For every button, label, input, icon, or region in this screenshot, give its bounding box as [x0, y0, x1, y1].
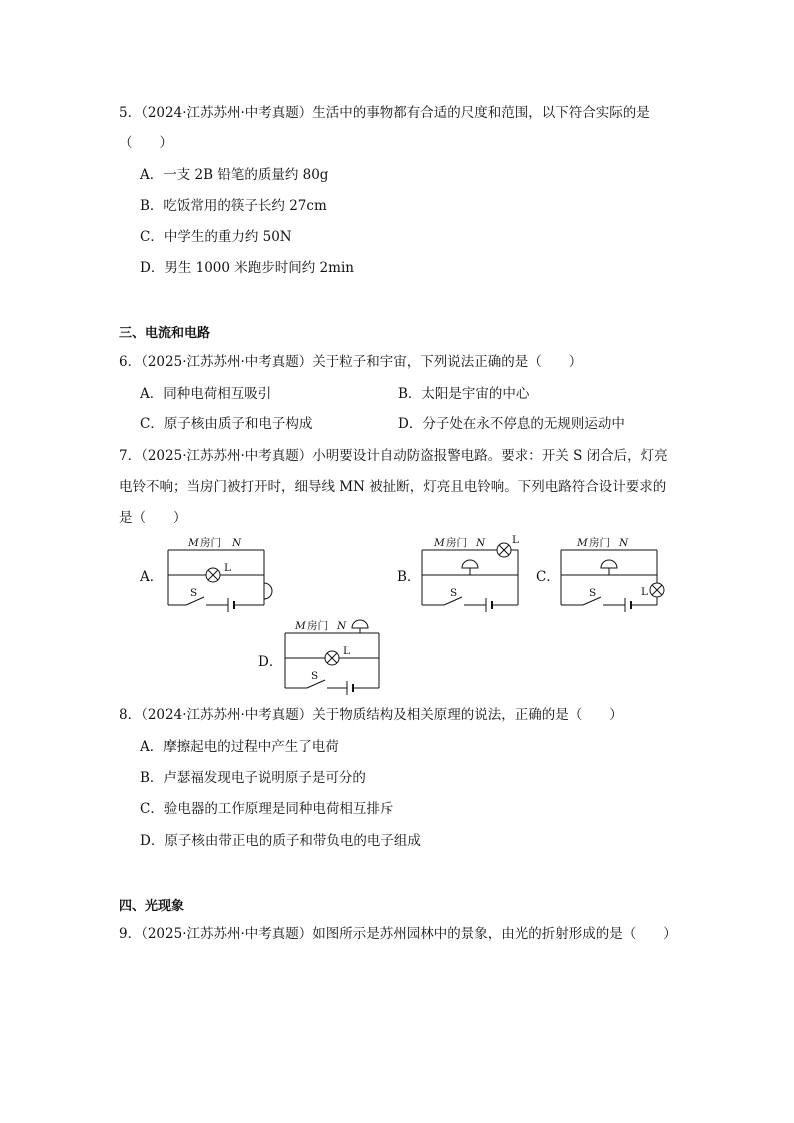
q5-stem: 5．（2024·江苏苏州·中考真题）生活中的事物都有合适的尺度和范围，以下符合实际的是 [119, 105, 650, 121]
q7-circuit-c-letter: C． [536, 569, 560, 585]
circuit-b-diagram [418, 535, 538, 610]
bell-icon [601, 560, 617, 568]
q7-d-label-lamp: L [343, 645, 350, 657]
q8-stem: 8．（2024·江苏苏州·中考真题）关于物质结构及相关原理的说法，正确的是（ ） [119, 707, 623, 723]
q5-option-a: A．一支 2B 铅笔的质量约 80g [140, 167, 329, 183]
q7-circuit-b-letter: B． [397, 569, 421, 585]
q7-stem-line-2: 电铃不响；当房门被打开时，细导线 MN 被扯断，灯亮且电铃响。下列电路符合设计要求的 [119, 479, 667, 495]
q7-b-label-n: N [476, 537, 486, 549]
q5-blank: （ ） [119, 135, 173, 151]
circuit-c-diagram [557, 535, 677, 610]
q7-a-label-lamp: L [224, 562, 231, 574]
q5-option-d: D．男生 1000 米跑步时间约 2min [140, 260, 354, 276]
q8-option-b: B．卢瑟福发现电子说明原子是可分的 [140, 770, 366, 786]
q7-c-label-lamp: L [641, 586, 648, 598]
q7-b-label-switch: S [450, 587, 458, 599]
section-title-light: 四、光现象 [119, 899, 185, 914]
q5-option-b: B．吃饭常用的筷子长约 27cm [140, 198, 327, 214]
q9-stem: 9．（2025·江苏苏州·中考真题）如图所示是苏州园林中的景象，由光的折射形成的是（ ） [119, 926, 677, 942]
q6-option-d: D．分子处在永不停息的无规则运动中 [398, 416, 625, 432]
q7-circuit-c [557, 535, 677, 614]
q7-d-label-switch: S [311, 670, 319, 682]
circuit-d-diagram [281, 618, 401, 693]
q7-c-label-n: N [619, 537, 629, 549]
q7-circuit-d-letter: D． [258, 654, 283, 670]
q8-option-d: D．原子核由带正电的质子和带负电的电子组成 [140, 833, 421, 849]
q6-option-a: A．同种电荷相互吸引 [140, 386, 272, 402]
q7-a-label-door: 房门 [200, 537, 221, 549]
q7-c-label-door: 房门 [589, 537, 610, 549]
q7-b-label-lamp: L [512, 534, 519, 546]
q7-stem-line-1: 7．（2025·江苏苏州·中考真题）小明要设计自动防盗报警电路。要求：开关 S 闭合后，灯亮 [119, 448, 668, 464]
q7-c-label-m: M [577, 537, 588, 549]
bell-icon [462, 560, 478, 568]
section-title-circuits: 三、电流和电路 [119, 326, 211, 341]
q8-option-c: C．验电器的工作原理是同种电荷相互排斥 [140, 801, 394, 817]
q7-circuit-a [160, 535, 280, 614]
circuit-a-diagram [160, 535, 280, 610]
q7-stem-line-3: 是（ ） [119, 510, 187, 526]
q7-d-label-n: N [337, 620, 347, 632]
q7-d-label-door: 房门 [307, 620, 328, 632]
q7-a-label-switch: S [190, 587, 198, 599]
q7-a-label-m: M [188, 537, 199, 549]
q6-stem: 6．（2025·江苏苏州·中考真题）关于粒子和宇宙，下列说法正确的是（ ） [119, 354, 583, 370]
q6-option-c: C．原子核由质子和电子构成 [140, 416, 313, 432]
bell-icon [264, 583, 272, 599]
q7-circuit-d [281, 618, 401, 697]
q7-d-label-m: M [295, 620, 306, 632]
q7-circuit-b [418, 535, 538, 614]
bell-icon [352, 620, 368, 628]
q7-circuit-a-letter: A． [140, 569, 164, 585]
q8-option-a: A．摩擦起电的过程中产生了电荷 [140, 739, 339, 755]
q7-a-label-n: N [232, 537, 242, 549]
q6-option-b: B．太阳是宇宙的中心 [398, 386, 530, 402]
q5-option-c: C．中学生的重力约 50N [140, 229, 292, 245]
q7-b-label-m: M [434, 537, 445, 549]
q7-b-label-door: 房门 [446, 537, 467, 549]
q7-c-label-switch: S [589, 587, 597, 599]
